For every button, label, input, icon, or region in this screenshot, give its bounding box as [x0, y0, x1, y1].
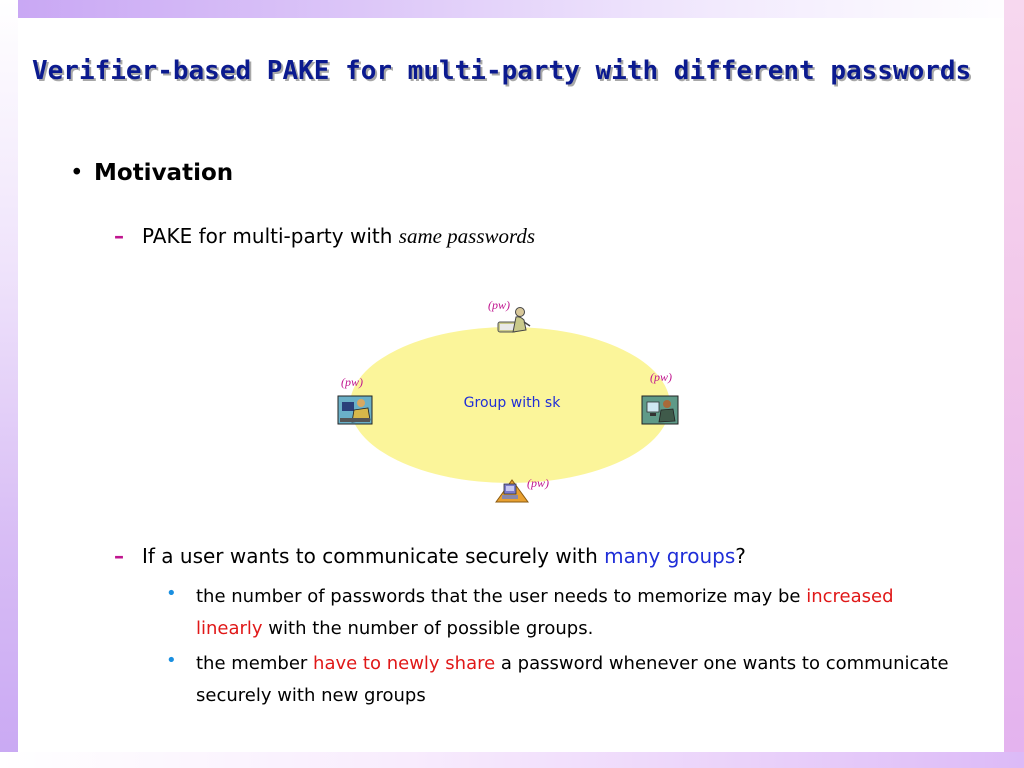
left-gradient-band	[0, 0, 18, 768]
detail-text: the member	[196, 653, 314, 674]
pw-label-top: (pw)	[488, 298, 510, 312]
detail-text-end: a password whenever one wants to communicate securely with new groups	[196, 653, 949, 706]
pw-label-bottom: (pw)	[527, 476, 549, 490]
bullet-text: Motivation	[94, 160, 234, 186]
pw-label-right: (pw)	[650, 370, 672, 384]
highlight-have-to-newly-share: have to newly share	[313, 653, 496, 674]
group-diagram	[330, 290, 690, 510]
detail-newly-share	[196, 648, 956, 712]
bullet-marker: •	[70, 160, 84, 186]
detail-text: the number of passwords that the user needs to memorize may be	[196, 586, 807, 607]
group-diagram-svg	[330, 290, 690, 510]
dash-marker: –	[114, 224, 124, 248]
highlight-many-groups: many groups	[604, 544, 736, 568]
sub-item-end: ?	[735, 544, 746, 568]
sub-item-same-passwords	[114, 224, 535, 249]
detail-text-end: with the number of possible groups.	[262, 618, 594, 639]
sub-item-text: If a user wants to communicate securely with	[142, 544, 605, 568]
sub-bullet-marker: •	[166, 650, 177, 671]
sub-item-emphasis: same passwords	[398, 224, 536, 248]
sub-item-text: PAKE for multi-party with	[142, 224, 399, 248]
slide-title: Verifier-based PAKE for multi-party with different passwords	[32, 56, 972, 86]
user-left-icon	[338, 396, 372, 424]
bottom-gradient-band	[0, 752, 1024, 768]
pw-label-left: (pw)	[341, 375, 363, 389]
dash-marker: –	[114, 544, 124, 568]
detail-passwords-linear	[196, 581, 956, 645]
highlight-increased-linearly: increased linearly	[196, 586, 894, 639]
right-gradient-band	[1004, 0, 1024, 768]
sub-item-many-groups	[114, 544, 746, 568]
top-gradient-band	[0, 0, 1024, 18]
bullet-motivation	[70, 160, 233, 186]
sub-bullet-marker: •	[166, 583, 177, 604]
user-bottom-icon	[496, 480, 528, 502]
center-label: Group with sk	[463, 395, 561, 411]
user-right-icon	[642, 396, 678, 424]
